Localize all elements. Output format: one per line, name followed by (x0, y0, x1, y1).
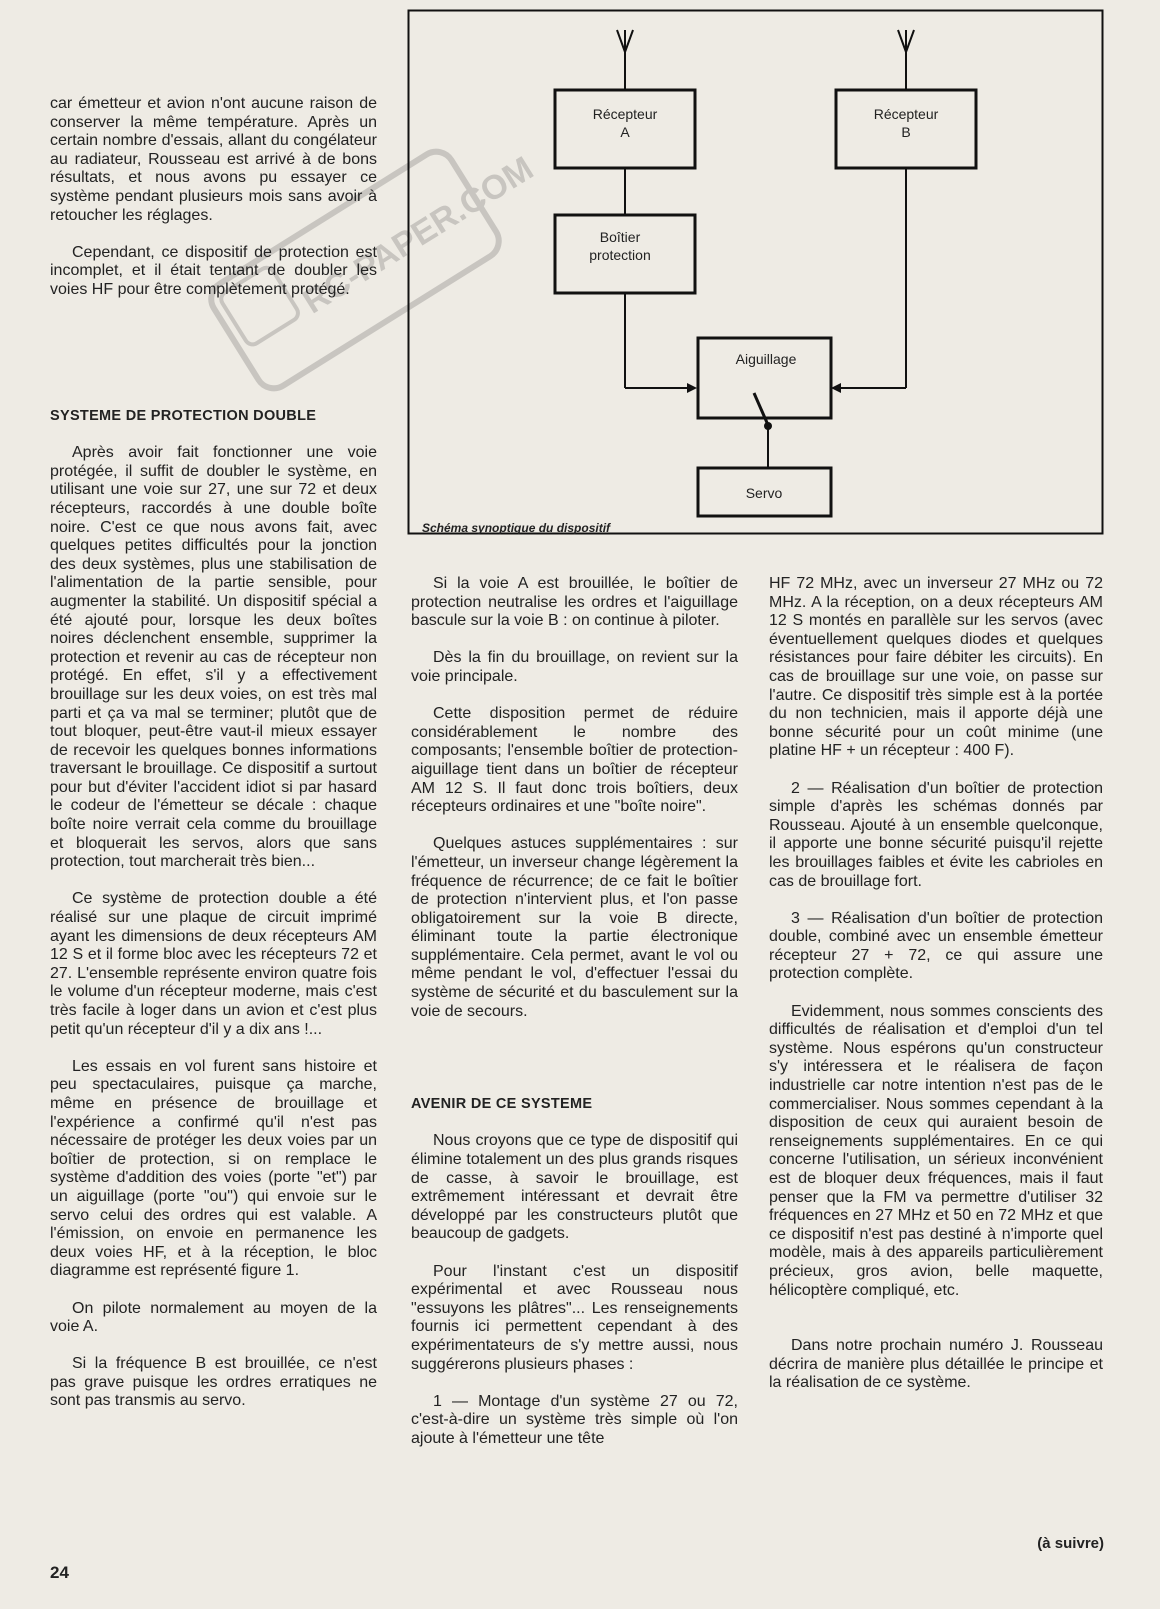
paragraph: car émetteur et avion n'ont aucune raison de conserver la même température. Après un certain nombre d'essais, allant du congélateur au radiateur, Rousseau est arrivé à de bons résultats, et nous avons pu essayer ce système pendant plusieurs mois sans avoir à retoucher les réglages. (50, 95, 377, 224)
receiver-a-label: Récepteur (592, 106, 658, 122)
section-heading: SYSTEME DE PROTECTION DOUBLE (50, 408, 317, 424)
column-2 (411, 575, 738, 1449)
paragraph: Après avoir fait fonctionner une voie protégée, il suffit de doubler le système, en utilisant une voie sur 27, une sur 72 et deux récepteurs, raccordés à une double boîte noire. C'est ce que nous avons fait, avec quelques petites difficultés pour la jonction des deux systèmes, plus une stabilisation de l'alimentation de la partie sensible, pour augmenter la stabilité. Un dispositif spécial a été ajouté pour, lorsque les deux boîtes noires déclenchent ensemble, supprimer la protection et revenir au cas de récepteur non protégé. En effet, s'il y a effectivement brouillage sur les deux voies, on est très mal parti et ça va mal se terminer; plutôt que de tout bloquer, peut-être vaut-il mieux essayer de recevoir les quelques bonnes informations traversant le brouillage. Ce dispositif a surtout pour but d'éviter l'accident idiot si par hasard le codeur de l'émetteur se décale : chaque boîte noire verrait cela comme du brouillage et bloquerait les servos, alors que sans protection, tout marcherait très bien... (50, 444, 377, 871)
paragraph: Si la fréquence B est brouillée, ce n'est pas grave puisque les ordres erratiques ne sont pas transmis au servo. (50, 1355, 377, 1410)
protection-box-label-1: Boîtier (599, 229, 641, 245)
paragraph: Ce système de protection double a été réalisé sur une plaque de circuit imprimé ayant les dimensions de deux récepteurs AM 12 S et il forme bloc avec les récepteurs 72 et 27. L'ensemble représente environ quatre fois le volume d'un récepteur moderne, mais c'est très facile à loger dans un avion et c'est plus petit qu'un récepteur d'il y a dix ans !... (50, 890, 377, 1038)
receiver-b-label: Récepteur (873, 106, 939, 122)
column-3 (769, 575, 1103, 1393)
to-be-continued: (à suivre) (1037, 1535, 1104, 1552)
receiver-b-id: B (901, 124, 911, 140)
switch-box (698, 338, 831, 418)
paragraph: Cette disposition permet de réduire considérablement le nombre des composants; l'ensemble boîtier de protection-aiguillage tient dans un boîtier de récepteur AM 12 S. Il faut donc trois boîtiers, deux récepteurs ordinaires et une "boîte noire". (411, 705, 738, 816)
antenna-a-icon (617, 30, 633, 90)
paragraph: Quelques astuces supplémentaires : sur l'émetteur, un inverseur change légèrement la fréquence de récurrence; de ce fait le boîtier de protection n'intervient plus, et l'on passe obligatoirement sur la voie B directe, éliminant toute la partie électronique supplémentaire. Cela permet, avant le vol ou même pendant le vol, d'effectuer l'essai du système de sécurité et du basculement sur la voie de secours. (411, 835, 738, 1020)
paragraph: On pilote normalement au moyen de la voie A. (50, 1299, 377, 1336)
column-1 (50, 407, 377, 1411)
paragraph: Les essais en vol furent sans histoire et peu spectaculaires, puisque ça marche, même en présence de brouillage et l'expérience a confirmé qu'il n'est pas nécessaire de protéger les deux voies par un boîtier de protection, si on remplace le système d'addition des voies (porte "et") par un aiguillage (porte "ou") qui envoie sur le servo celui des ordres qui est valable. A l'émission, on envoie en permanence les deux voies HF, et à la réception, le bloc diagramme est représenté figure 1. (50, 1057, 377, 1280)
paragraph: HF 72 MHz, avec un inverseur 27 MHz ou 72 MHz. A la réception, on a deux récepteurs AM 12 S montés en parallèle sur les servos (avec éventuellement quelques diodes et quelques résistances pour faire débiter les circuits). En cas de brouillage sur une voie, on passe sur l'autre. Ce dispositif très simple est à la portée du non technicien, mais il apporte déjà une bonne sécurité pour un coût minime (une platine HF + un récepteur : 400 F). (769, 575, 1103, 760)
paragraph: Si la voie A est brouillée, le boîtier de protection neutralise les ordres et l'aiguillage bascule sur la voie B : on continue à piloter. (411, 575, 738, 630)
paragraph: Nous croyons que ce type de dispositif qui élimine totalement un des plus grands risques de casse, à savoir le brouillage, est extrêmement intéressant et devrait être développé par les constructeurs plutôt que beaucoup de gadgets. (411, 1132, 738, 1243)
paragraph: 2 — Réalisation d'un boîtier de protection simple d'après les schémas donnés par Rousseau. Ajouté à un ensemble quelconque, il apporte une bonne sécurité puisqu'il rejette les brouillages faibles et évite les cabrioles en cas de brouillage fort. (769, 779, 1103, 890)
paragraph: Cependant, ce dispositif de protection est incomplet, et il était tentant de doubler les voies HF pour être complètement protégé. (50, 243, 377, 298)
servo-label: Servo (745, 485, 783, 501)
receiver-a-id: A (620, 124, 630, 140)
paragraph: 3 — Réalisation d'un boîtier de protection double, combiné avec un ensemble émetteur récepteur 27 + 72, ce qui assure une protection complète. (769, 909, 1103, 983)
protection-box-label-2: protection (589, 247, 651, 263)
paragraph: 1 — Montage d'un système 27 ou 72, c'est-à-dire un système très simple où l'on ajoute à l'émetteur une tête (411, 1392, 738, 1447)
paragraph: Pour l'instant c'est un dispositif expérimental et avec Rousseau nous "essuyons les plâtres"... Les renseignements fournis ici permettent cependant à des expérimentateurs de s'y mettre aussi, nous suggérerons plusieurs phases : (411, 1262, 738, 1373)
page-number: 24 (50, 1563, 69, 1582)
diagram-caption: Schéma synoptique du dispositif (422, 521, 611, 535)
paragraph: Dès la fin du brouillage, on revient sur la voie principale. (411, 649, 738, 685)
column-1-top (50, 95, 377, 300)
watermark-text: RC-PAPER.COM (296, 149, 541, 322)
block-diagram (408, 10, 1103, 534)
paragraph: Evidemment, nous sommes conscients des difficultés de réalisation et d'emploi d'un tel système. Nous espérons qu'un constructeur s'y intéressera et le réalisera de façon industrielle car notre intention n'est pas de le commercialiser. Nous sommes cependant à la disposition de ceux qui auraient besoin de renseignements supplémentaires. En ce qui concerne l'utilisation, un sérieux inconvénient est de bloquer deux fréquences, mais il faut penser que la FM va permettre d'utiliser 32 fréquences en 27 MHz et 50 en 72 MHz et que ce dispositif n'est pas destiné à n'importe quel modèle, mais à des appareils particulièrement précieux, gros avion, belle maquette, hélicoptère compliqué, etc. (769, 1002, 1103, 1299)
section-heading: AVENIR DE CE SYSTEME (411, 1096, 593, 1113)
paragraph: Dans notre prochain numéro J. Rousseau décrira de manière plus détaillée le principe et la réalisation de ce système. (769, 1337, 1103, 1392)
antenna-b-icon (898, 30, 914, 90)
switch-label: Aiguillage (735, 351, 797, 367)
